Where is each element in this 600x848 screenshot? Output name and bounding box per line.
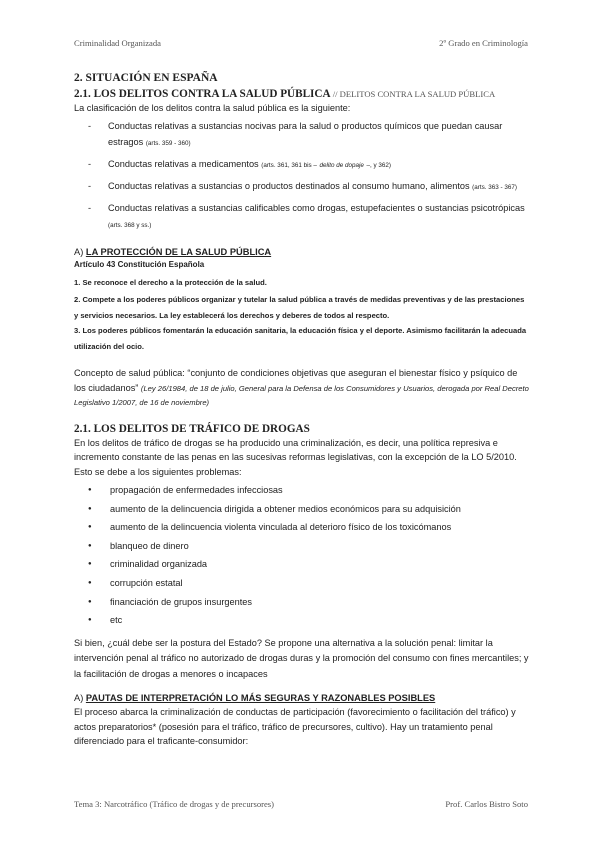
list-item: ● financiación de grupos insurgentes: [74, 595, 530, 609]
list-item: - Conductas relativas a sustancias nocivas para la salud o productos químicos que puedan causar estragos (arts. 359 - 360): [74, 118, 530, 152]
header-degree: 2º Grado en Criminología: [439, 38, 528, 48]
article-reference: Artículo 43 Constitución Española: [74, 259, 205, 269]
subsection-title-text: 2.1. LOS DELITOS CONTRA LA SALUD PÚBLICA: [74, 88, 330, 100]
subsection-title: 2.1. LOS DELITOS DE TRÁFICO DE DROGAS: [74, 422, 310, 435]
subsection-title-suffix: // DELITOS CONTRA LA SALUD PÚBLICA: [332, 89, 496, 99]
page-footer: [74, 799, 528, 809]
list-item: ● corrupción estatal: [74, 576, 530, 590]
protection-heading: A) LA PROTECCIÓN DE LA SALUD PÚBLICA: [74, 246, 272, 257]
pautas-paragraph: El proceso abarca la criminalización de conductas de participación (favorecimiento o facilitación del tráfico) y actos preparatorios* (posesión para el tráfico, tráfico de precursores, cultivo). Hay un tratamiento penal diferenciado para el traficante-consumidor:: [74, 707, 516, 747]
document-body: [74, 72, 530, 749]
subsection-title: [74, 87, 530, 101]
state-question: Si bien, ¿cuál debe ser la postura del Estado? Se propone una alternativa a la solución penal: limitar la intervención penal al tráfico no autorizado de drogas duras y la promoción del consumo con fines mercantiles; y la facilitación de drogas a menores o incapaces: [74, 637, 529, 679]
list-item: ● criminalidad organizada: [74, 557, 530, 571]
list-item: - Conductas relativas a sustancias calificables como drogas, estupefacientes o sustancias psicotrópicas (arts. 368 y ss.): [74, 200, 530, 234]
classification-list: [74, 118, 530, 234]
header-course: Criminalidad Organizada: [74, 38, 161, 48]
list-item: ● blanqueo de dinero: [74, 539, 530, 553]
pautas-heading: A) PAUTAS DE INTERPRETACIÓN LO MÁS SEGURAS Y RAZONABLES POSIBLES: [74, 693, 436, 704]
classification-intro: La clasificación de los delitos contra la salud pública es la siguiente:: [74, 103, 351, 113]
section-title: 2. SITUACIÓN EN ESPAÑA: [74, 72, 218, 84]
problems-list: [74, 483, 530, 627]
trafico-paragraph: En los delitos de tráfico de drogas se ha producido una criminalización, es decir, una política represiva e incremento constante de las penas en las sucesivas reformas legislativas, con la excepción de la LO 5/2010.: [74, 437, 517, 462]
list-item: - Conductas relativas a medicamentos (arts. 361, 361 bis – delito de dopaje –, y 362): [74, 156, 530, 174]
list-item: - Conductas relativas a sustancias o productos destinados al consumo humano, alimentos (arts. 363 - 367): [74, 178, 530, 196]
footer-topic: Tema 3: Narcotráfico (Tráfico de drogas y de precursores): [74, 799, 274, 809]
trafico-cause: Esto se debe a los siguientes problemas:: [74, 466, 242, 477]
list-item: ● propagación de enfermedades infecciosas: [74, 483, 530, 497]
list-item: ● aumento de la delincuencia violenta vinculada al deterioro físico de los toxicómanos: [74, 520, 530, 534]
list-item: ● etc: [74, 613, 530, 627]
public-health-concept: Concepto de salud pública: “conjunto de condiciones objetivas que aseguran el bienestar físico y psíquico de los ciudadanos” (Ley 26/1984, de 18 de julio, General para la Defensa de los Consumidores y Usuarios, derogada por Real Decreto Legislativo 1/2007, de 16 de noviembre): [74, 368, 529, 407]
page-header: [74, 38, 528, 48]
article-item: 3. Los poderes públicos fomentarán la educación sanitaria, la educación física y el deporte. Asimismo facilitarán la adecuada utilización del ocio.: [74, 326, 527, 351]
article-item: 2. Compete a los poderes públicos organizar y tutelar la salud pública a través de medidas preventivas y de las prestaciones y servicios necesarios. La ley establecerá los derechos y deberes de todos al respecto.: [74, 295, 525, 320]
article-item: 1. Se reconoce el derecho a la protección de la salud.: [74, 277, 267, 287]
footer-professor: Prof. Carlos Bistro Soto: [445, 799, 528, 809]
list-item: ● aumento de la delincuencia dirigida a obtener medios económicos para su adquisición: [74, 502, 530, 516]
